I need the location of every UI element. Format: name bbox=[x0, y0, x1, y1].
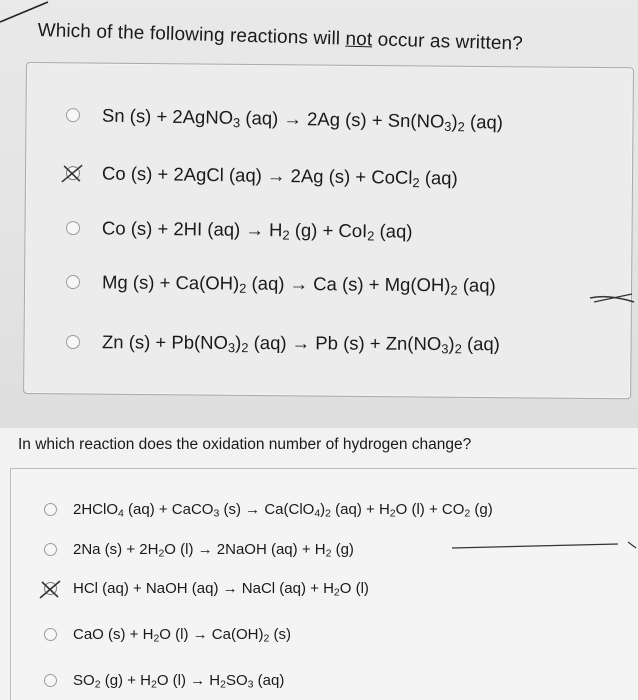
radio-button[interactable] bbox=[44, 674, 57, 687]
option-text: Mg $(s) + Ca(OH)_2$ (aq) → Ca $(s) + Mg(OH)_2$ (aq) bbox=[101, 271, 496, 298]
answer-option[interactable] bbox=[44, 668, 284, 692]
handwritten-x-mark bbox=[60, 162, 86, 184]
answer-option[interactable] bbox=[66, 268, 496, 300]
radio-button[interactable] bbox=[44, 628, 57, 641]
answer-option[interactable] bbox=[44, 537, 354, 561]
answer-option[interactable] bbox=[66, 159, 458, 192]
radio-button[interactable] bbox=[44, 582, 57, 595]
option-text: 2HClO$_4$ (aq) + CaCO$_3$ $(s) \to Ca(ClO_4)_2$ $(aq) + H_2O$ $(l) + CO_2$ (g) bbox=[73, 500, 493, 520]
radio-button[interactable] bbox=[66, 335, 80, 349]
answer-option[interactable] bbox=[66, 328, 500, 358]
radio-button[interactable] bbox=[66, 275, 80, 289]
answer-option[interactable] bbox=[44, 576, 369, 600]
answer-option[interactable] bbox=[44, 497, 493, 521]
option-text: Sn (s) + 2AgNO$_3$ (aq) → 2Ag $(s) + Sn(NO_3)_2$ (aq) bbox=[101, 104, 504, 135]
radio-button[interactable] bbox=[66, 108, 80, 122]
question-2-prompt: In which reaction does the oxidation number of hydrogen change? bbox=[18, 436, 472, 453]
option-text: $SO_2$ $(g) + H_2O$ $(l) \to H_2SO_3$ (aq) bbox=[73, 671, 285, 691]
radio-button[interactable] bbox=[44, 503, 57, 516]
question-1-prompt bbox=[37, 20, 523, 56]
option-text: 2Na $(s) + 2H_2O$ (l) → 2NaOH $(aq) + H_2$ (g) bbox=[73, 540, 354, 560]
option-text: HCl (aq) + NaOH (aq) → NaCl $(aq) + H_2O$ (l) bbox=[73, 579, 369, 599]
prompt-text: Which of the following reactions will bbox=[37, 20, 346, 50]
option-text: Zn $(s) + Pb(NO_3)_2$ (aq) → Pb $(s) + Zn(NO_3)_2$ (aq) bbox=[101, 331, 500, 357]
question-2-screenshot bbox=[0, 428, 638, 700]
option-text: Co (s) + 2HI $(aq) \to H_2$ (g) + CoI$_2$ (aq) bbox=[101, 217, 413, 244]
radio-button[interactable] bbox=[66, 221, 80, 235]
radio-button[interactable] bbox=[44, 543, 57, 556]
prompt-emphasis: not bbox=[345, 28, 373, 51]
radio-button[interactable] bbox=[66, 166, 80, 180]
prompt-text: occur as written? bbox=[371, 29, 524, 55]
option-text: CaO $(s) + H_2O$ $(l) \to Ca(OH)_2$ (s) bbox=[73, 625, 291, 645]
option-text: Co (s) + 2AgCl (aq) → 2Ag (s) + CoCl$_2$ (aq) bbox=[101, 162, 458, 191]
answer-option[interactable] bbox=[44, 622, 291, 646]
answer-option[interactable] bbox=[66, 214, 413, 246]
handwritten-x-mark bbox=[38, 578, 64, 600]
